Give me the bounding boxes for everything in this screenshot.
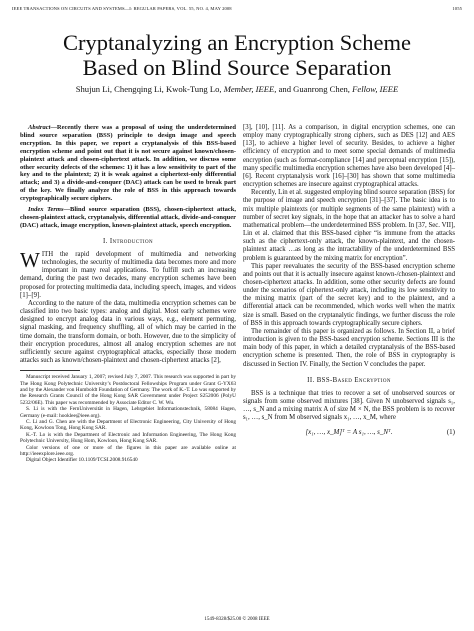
member-grade: Member, IEEE, (223, 84, 277, 94)
intro-paragraph-1 (20, 247, 236, 300)
journal-header: IEEE TRANSACTIONS ON CIRCUITS AND SYSTEMS—I: REGULAR PAPERS, VOL. 55, NO. 4, MAY 2008 (12, 6, 232, 11)
right-paragraph-3: This paper reevaluates the security of the BSS-based encryption scheme and points out that it is actually insecure against known-/chosen-plaintext and chosen-ciphertext attacks. In addition, some other security defects are found under the scenarios of ciphertext-only attack, including its low sensitivity to the mixing matrix (part of the secret key) and to the plaintext, and a differential attack can be recommended, which works well when the matrix size is small. Based on the cryptanalytic findings, we further discuss the role of BSS in this approach towards cryptographically secure ciphers. (243, 262, 455, 327)
running-head (12, 6, 462, 16)
intro-text-1: ITH the rapid development of multimedia and networking technologies, the security of multimedia data becomes more and more important in many real applications. To fulfill such an increasing demand, during the past two decades, many encryption schemes have been proposed for protecting multimedia data, including speech, images, and videos [1]–[9]. (20, 250, 236, 299)
title-line-1: Cryptanalyzing an Encryption Scheme (62, 30, 412, 55)
index-terms-text: —Blind source separation (BSS), chosen-ciphertext attack, chosen-plaintext attack, cryptanalysis, differential attack, divide-and-conquer (DAC) attack, image encryption, known-plaintext attack, speech encryption. (20, 206, 236, 229)
section-heading-bss (243, 377, 455, 385)
footnote-affiliation-polyu: K.-T. Lo is with the Department of Electronic and Information Engineering, The Hong Kong Polytechnic University, Hung Hom, Kowloon, Hong Kong SAR. (20, 431, 236, 445)
author-last: and Guanrong Chen, (278, 84, 350, 94)
right-paragraph-1: [3], [10], [11]. As a comparison, in digital encryption schemes, one can employ many cryptographically strong ciphers, such as DES [12] and AES [13], to achieve a higher level of security. Besides, to achieve a higher efficiency of encryption and to meet some special demands of multimedia encryption (such as format-compliance [14] and perceptual encryption [15]), many specific multimedia encryption schemes have also been developed [4]–[6]. Recent cryptanalysis work [16]–[30] has shown that some multimedia encryption schemes are insecure against cryptographical attacks. (243, 124, 455, 189)
right-column (243, 124, 455, 437)
copyright-line: 1549-8328/$25.00 © 2008 IEEE (204, 617, 270, 622)
index-terms-label: Index Terms (28, 206, 64, 214)
author-list (20, 84, 454, 94)
title-line-2: Based on Blind Source Separation (82, 55, 392, 80)
intro-paragraph-2: According to the nature of the data, multimedia encryption schemes can be classified into two basic types: analog and digital. Most early schemes were designed to encrypt analog data in various ways, e.g., element permuting, signal masking, and frequency shuffling, all of which may be carried in the time domain, the transform domain, or both. However, due to the simplicity of their encryption procedures, almost all analog encryption schemes are not sufficiently secure against cryptographical attacks, especially those modern attacks such as known/chosen-plaintext and chosen-ciphertext attacks [2], (20, 299, 236, 364)
footnote-manuscript: Manuscript received January 1, 2007; revised July 7, 2007. This research was supported in part by The Hong Kong Polytechnic University’s Postdoctoral Fellowships Program under Grant G-YX63 and by the Alexander von Humboldt Foundation of Germany. The work of K.-T. Lo was supported by the Research Grants Council of the Hong Kong SAR Government under Project S252006 (PolyU 5232/06E). This paper was recommended by Associate Editor C. W. Wu. (20, 374, 236, 406)
footnote-affiliation-cityu: C. Li and G. Chen are with the Department of Electronic Engineering, City University of Hong Kong, Kowloon Tong, Hong Kong SAR. (20, 418, 236, 432)
author-names: Shujun Li, Chengqing Li, Kwok-Tung Lo, (75, 84, 222, 94)
section-heading-introduction (20, 238, 236, 246)
footnote-affiliation-li: S. Li is with the FernUniversität in Hagen, Lehrgebiet Informationstechnik, 58084 Hagen, Germany (e-mail: hooklee@ieee.org). (20, 406, 236, 419)
footnote-doi: Digital Object Identifier 10.1109/TCSI.2008.916540 (26, 457, 138, 464)
right-paragraph-2: Recently, Lin et al. suggested employing blind source separation (BSS) for the purpose of image and speech encryption [31]–[37]. The basic idea is to mix multiple plaintexts (or multiple segments of the same plaintext) with a number of secret key signals, in the hope that an attacker has to solve a hard mathematical problem—the underdetermined BSS problem. In [37, Sec. VII], Lin et al. claimed that this BSS-based cipher “is immune from the attacks such as the ciphertext-only attack, the known-plaintext, and the chosen-plaintext attack …as long as the intractability of the underdetermined BSS problem is guaranteed by the mixing matrix for encryption”. (243, 189, 455, 262)
abstract-label: Abstract (28, 124, 51, 131)
abstract (20, 124, 236, 203)
equation-body: [x₁, …, x_M]ᵀ = A s₁, …, s_Nᵀ. (305, 428, 393, 437)
section-title: BSS-Based Encryption (316, 376, 391, 384)
footnote-color: Color versions of one or more of the figures in this paper are available online at http://ieeexplore.ieee.org. (20, 444, 236, 457)
section-numeral: I. (102, 237, 108, 245)
left-column (20, 124, 236, 464)
fellow-grade: Fellow, IEEE (352, 84, 399, 94)
bss-paragraph: BSS is a technique that tries to recover a set of unobserved sources or signals from some observed mixtures [38]. Given N unobserved signals s₁, …, s_N and a mixing matrix A of size M × N, the BSS problem is to recover s₁, …, s_N from M observed signals x₁, …, x_M, where (243, 389, 455, 422)
page-number: 1055 (452, 6, 462, 11)
right-paragraph-4: The remainder of this paper is organized as follows. In Section II, a brief introduction is given to the BSS-based encryption scheme. Sections III is the main body of this paper, in which a detailed cryptanalysis of the BSS-based encryption scheme is presented. Then, the role of BSS in cryptography is discussed in Section IV. Finally, the Section V concludes the paper. (243, 327, 455, 368)
equation-number: (1) (446, 428, 455, 437)
index-terms (20, 206, 236, 230)
section-numeral: II. (307, 376, 315, 384)
footnotes (20, 374, 236, 464)
drop-cap: W (20, 247, 40, 272)
equation-1 (243, 428, 455, 436)
section-title: Introduction (109, 237, 154, 245)
paper-title (30, 30, 444, 80)
footnote-rule (20, 370, 80, 371)
abstract-text: —Recently there was a proposal of using the underdetermined blind source separation (BSS) principle to design image and speech encryption. In this paper, we report a cryptanalysis of this BSS-based encryption scheme and point out that it is not secure against known/chosen-plaintext attack and chosen-ciphertext attack. In addition, we discuss some other security defects of the schemes: 1) it has a low sensitivity to part of the key and to the plaintext; 2) it is weak against a ciphertext-only differential attack; and 3) a divide-and-conquer (DAC) attack can be used to break part of the key. We finally analyze the role of BSS in this approach towards cryptographically secure ciphers. (20, 124, 236, 203)
